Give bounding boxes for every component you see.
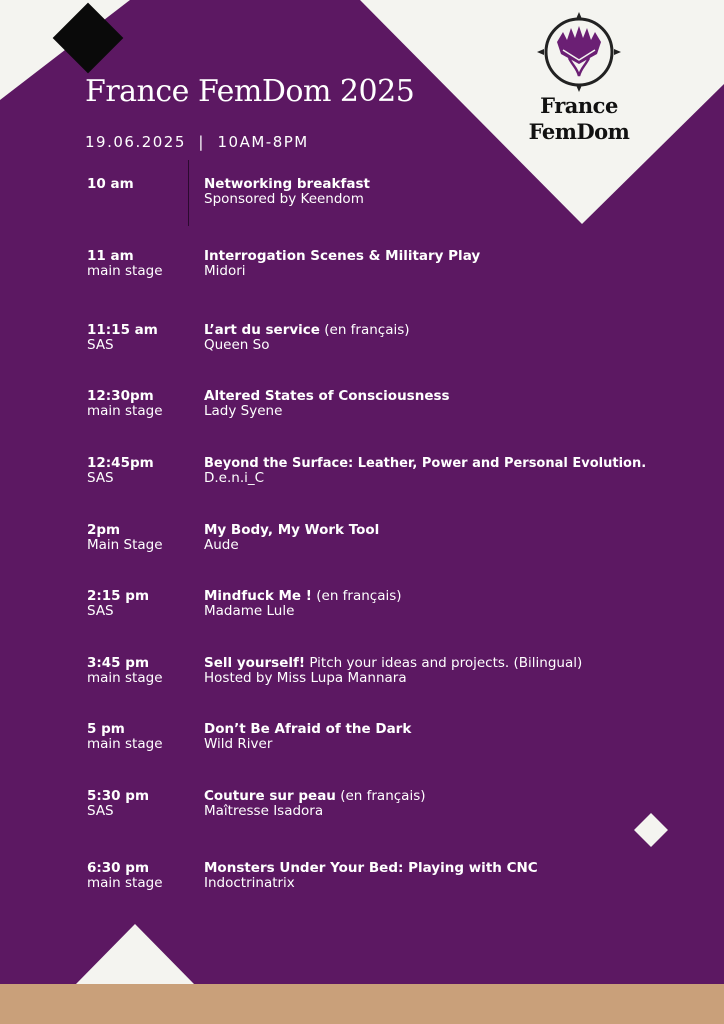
first-row-divider [188, 160, 189, 226]
item-time: 5:30 pm [87, 788, 150, 804]
item-location: main stage [87, 263, 163, 279]
item-time: 12:30pm [87, 388, 154, 404]
item-note: Pitch your ideas and projects. (Bilingual) [305, 655, 583, 671]
item-title: Don’t Be Afraid of the Dark [204, 721, 412, 737]
carnation-emblem-icon [533, 10, 625, 92]
item-time: 2:15 pm [87, 588, 150, 604]
item-note: (en français) [335, 788, 426, 804]
item-location: SAS [87, 803, 114, 819]
item-location: main stage [87, 670, 163, 686]
item-title: Interrogation Scenes & Military Play [204, 248, 481, 264]
item-location: main stage [87, 736, 163, 752]
item-location: SAS [87, 470, 114, 486]
bottom-triangle [76, 924, 194, 984]
item-speaker: Wild River [204, 736, 273, 752]
item-speaker: Indoctrinatrix [204, 875, 295, 891]
item-note: (en français) [311, 588, 402, 604]
item-time: 12:45pm [87, 455, 154, 471]
item-title: Mindfuck Me ! [204, 588, 312, 604]
item-title: Couture sur peau [204, 788, 336, 804]
event-date-time: 19.06.2025 | 10AM-8PM [85, 133, 309, 151]
brand-logo [520, 10, 638, 144]
item-time: 3:45 pm [87, 655, 150, 671]
item-location: SAS [87, 337, 114, 353]
item-location: main stage [87, 875, 163, 891]
item-speaker: Aude [204, 537, 239, 553]
page-title: France FemDom 2025 [85, 74, 415, 109]
item-time: 10 am [87, 176, 134, 192]
item-speaker: Hosted by Miss Lupa Mannara [204, 670, 407, 686]
item-time: 11 am [87, 248, 134, 264]
item-location: SAS [87, 603, 114, 619]
item-title: My Body, My Work Tool [204, 522, 380, 538]
logo-text-line2: FemDom [528, 119, 630, 144]
item-time: 5 pm [87, 721, 125, 737]
item-location: Main Stage [87, 537, 163, 553]
item-speaker: Madame Lule [204, 603, 295, 619]
item-title: Networking breakfast [204, 176, 370, 192]
item-time: 11:15 am [87, 322, 158, 338]
item-title: Altered States of Consciousness [204, 388, 450, 404]
logo-text-line1: France [540, 93, 618, 118]
item-speaker: Maîtresse Isadora [204, 803, 324, 819]
item-time: 6:30 pm [87, 860, 150, 876]
item-title: L’art du service [204, 322, 320, 338]
item-time: 2pm [87, 522, 121, 538]
item-location: main stage [87, 403, 163, 419]
item-speaker: D.e.n.i_C [204, 470, 265, 486]
item-speaker: Queen So [204, 337, 270, 353]
item-speaker: Midori [204, 263, 246, 279]
item-title: Sell yourself! [204, 655, 306, 671]
footer-bar [0, 984, 724, 1024]
item-note: (en français) [319, 322, 410, 338]
item-title: Monsters Under Your Bed: Playing with CNC [204, 860, 538, 876]
item-speaker: Sponsored by Keendom [204, 191, 364, 207]
item-title: Beyond the Surface: Leather, Power and Personal Evolution. [204, 456, 647, 471]
item-speaker: Lady Syene [204, 403, 283, 419]
